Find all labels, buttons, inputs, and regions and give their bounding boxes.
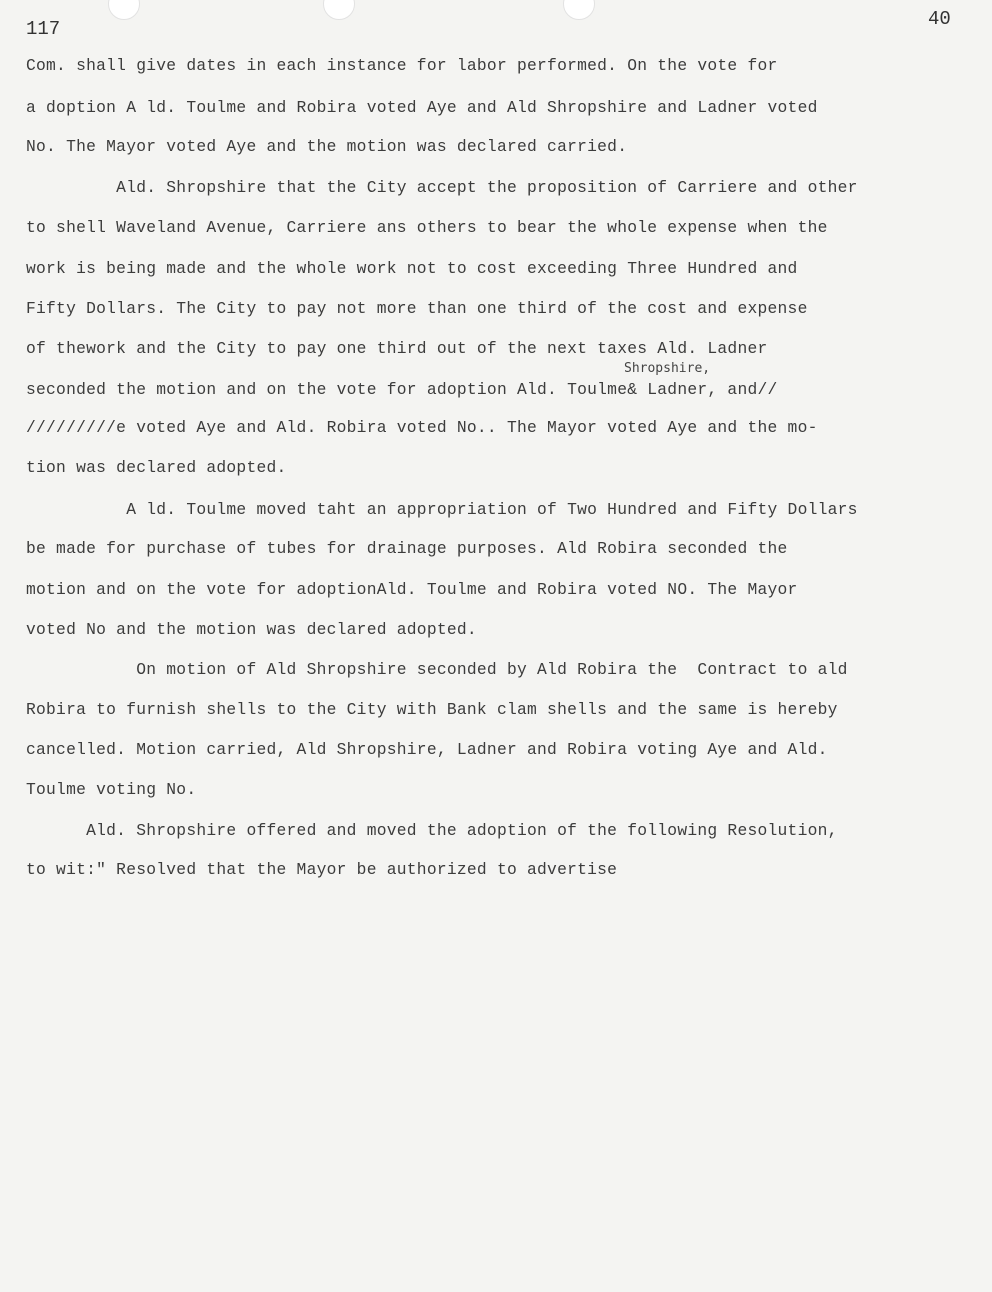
text-line-19: Toulme voting No. [26,780,197,799]
text-line-5: to shell Waveland Avenue, Carriere ans others to bear the whole expense when the [26,218,828,237]
text-line-8: of thework and the City to pay one third out of the next taxes Ald. Ladner [26,339,768,358]
text-line-18: cancelled. Motion carried, Ald Shropshire, Ladner and Robira voting Aye and Ald. [26,740,828,759]
text-line-10: /////////e voted Aye and Ald. Robira voted No.. The Mayor voted Aye and the mo- [26,418,818,437]
interlinear-insertion: Shropshire, [624,361,711,376]
page-number-right: 40 [928,8,951,30]
text-line-21: to wit:" Resolved that the Mayor be authorized to advertise [26,860,618,879]
page-number-left: 117 [26,18,61,40]
text-line-16: On motion of Ald Shropshire seconded by Ald Robira the Contract to ald [26,660,848,679]
text-line-1: Com. shall give dates in each instance for labor performed. On the vote for [26,56,778,75]
text-line-15: voted No and the motion was declared adopted. [26,620,477,639]
text-line-13: be made for purchase of tubes for drainage purposes. Ald Robira seconded the [26,539,788,558]
text-line-17: Robira to furnish shells to the City with Bank clam shells and the same is hereby [26,700,838,719]
text-line-14: motion and on the vote for adoptionAld. Toulme and Robira voted NO. The Mayor [26,580,798,599]
text-line-12: A ld. Toulme moved taht an appropriation of Two Hundred and Fifty Dollars [26,500,858,519]
text-line-9: seconded the motion and on the vote for adoption Ald. Toulme& Ladner, and// [26,380,778,399]
punch-hole-left [108,0,140,20]
text-line-11: tion was declared adopted. [26,458,287,477]
text-line-4: Ald. Shropshire that the City accept the proposition of Carriere and other [26,178,858,197]
text-line-6: work is being made and the whole work not to cost exceeding Three Hundred and [26,259,798,278]
text-line-3: No. The Mayor voted Aye and the motion was declared carried. [26,137,628,156]
text-line-20: Ald. Shropshire offered and moved the adoption of the following Resolution, [26,821,838,840]
text-line-7: Fifty Dollars. The City to pay not more than one third of the cost and expense [26,299,808,318]
punch-hole-right [563,0,595,20]
text-line-2: a doption A ld. Toulme and Robira voted Aye and Ald Shropshire and Ladner voted [26,98,818,117]
punch-hole-middle [323,0,355,20]
